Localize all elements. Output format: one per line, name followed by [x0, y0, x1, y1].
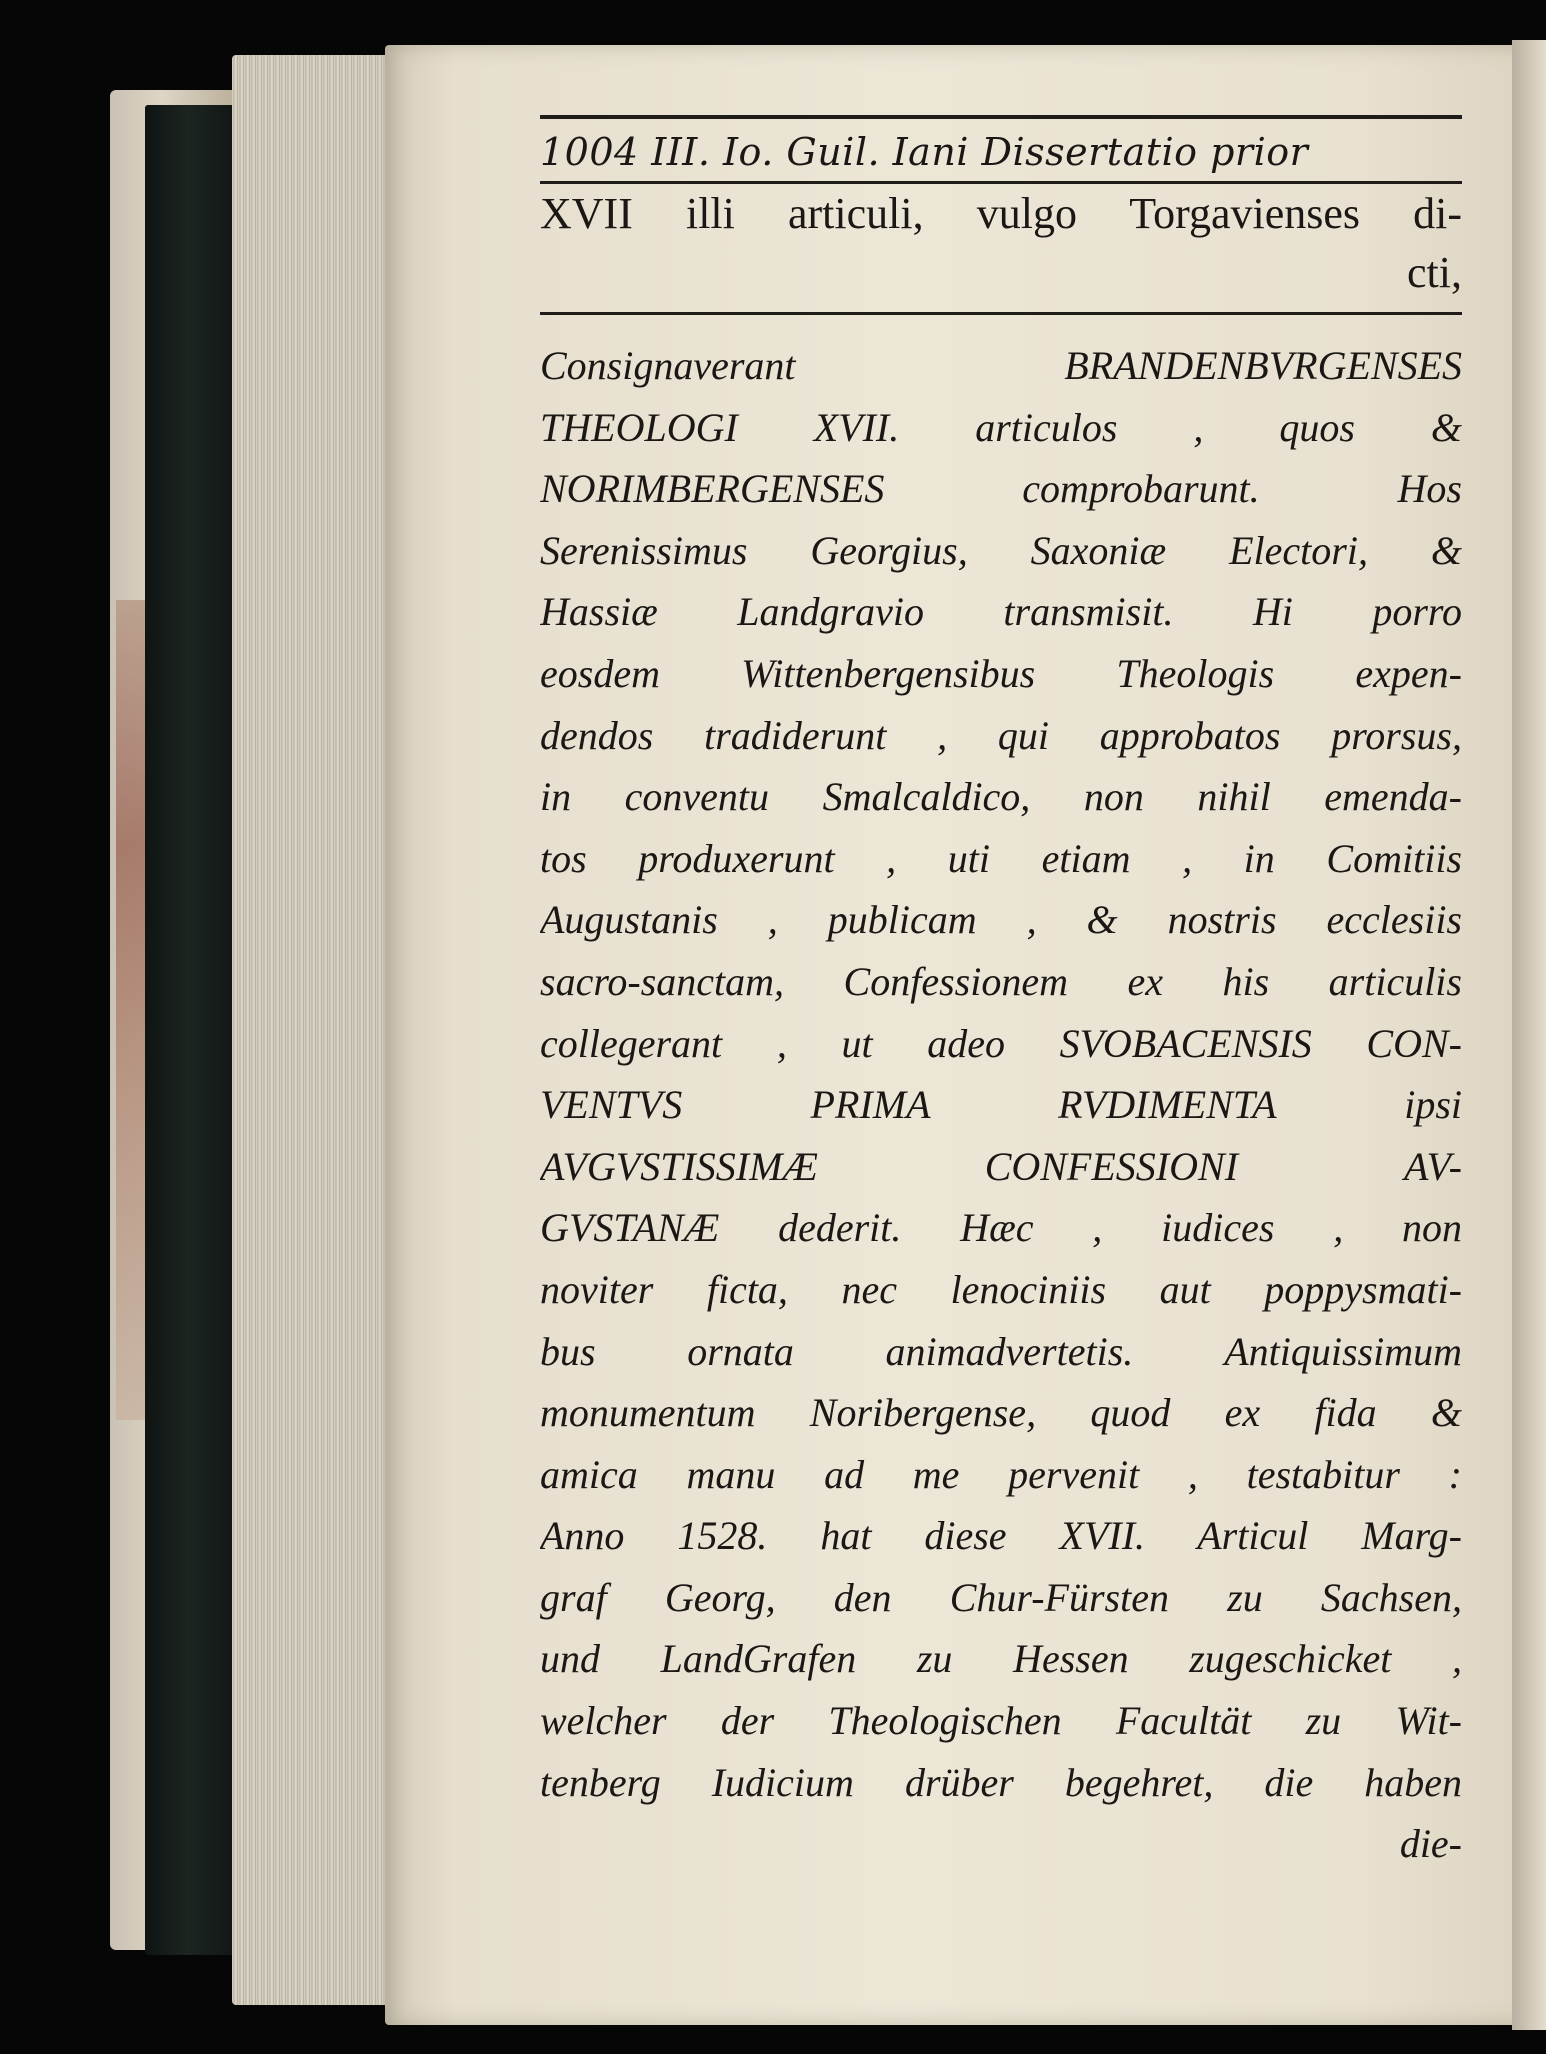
body-line: welcher der Theologischen Facultät zu Wit- — [540, 1698, 1462, 1744]
body-line: graf Georg, den Chur-Fürsten zu Sachsen, — [540, 1574, 1462, 1620]
body-line: collegerant , ut adeo SVOBACENSIS CON- — [540, 1020, 1462, 1066]
body-line: eosdem Wittenbergensibus Theologis expen- — [540, 650, 1462, 696]
body-line: NORIMBERGENSES comprobarunt. Hos — [540, 466, 1462, 512]
facing-page-edge — [1512, 40, 1546, 2030]
running-head: 1004 III. Io. Guil. Iani Dissertatio prior — [540, 130, 1309, 174]
body-line: Anno 1528. hat diese XVII. Articul Marg- — [540, 1513, 1462, 1559]
body-line: THEOLOGI XVII. articulos , quos & — [540, 404, 1462, 450]
body-line: Serenissimus Georgius, Saxoniæ Electori, & — [540, 527, 1462, 573]
body-line: dendos tradiderunt , qui approbatos prorsus, — [540, 712, 1462, 758]
body-line: in conventu Smalcaldico, non nihil emenda- — [540, 774, 1462, 820]
body-line: und LandGrafen zu Hessen zugeschicket , — [540, 1636, 1462, 1682]
book-cover-board — [145, 105, 240, 1955]
body-line: Consignaverant BRANDENBVRGENSES — [540, 343, 1462, 388]
body-line: bus ornata animadvertetis. Antiquissimum — [540, 1328, 1462, 1374]
body-line: tos produxerunt , uti etiam , in Comitiis — [540, 835, 1462, 881]
body-line: noviter ficta, nec lenociniis aut poppysmati- — [540, 1266, 1462, 1312]
body-line: sacro-sanctam, Confessionem ex his articulis — [540, 958, 1462, 1004]
section-title-line-1: XVII illi articuli, vulgo Torgavienses di- — [540, 189, 1462, 238]
section-title-line-2: cti, — [1407, 248, 1462, 297]
body-line: AVGVSTISSIMÆ CONFESSIONI AV- — [540, 1143, 1462, 1189]
body-line: tenberg Iudicium drüber begehret, die haben — [540, 1759, 1462, 1805]
body-line: GVSTANÆ dederit. Hæc , iudices , non — [540, 1205, 1462, 1251]
top-rule — [540, 115, 1462, 119]
body-line: Augustanis , publicam , & nostris ecclesiis — [540, 897, 1462, 943]
body-line: amica manu ad me pervenit , testabitur : — [540, 1451, 1462, 1497]
title-rule — [540, 312, 1462, 315]
page-text — [540, 115, 1462, 1875]
body-line: monumentum Noribergense, quod ex fida & — [540, 1390, 1462, 1436]
page-edges — [232, 55, 407, 2005]
body-line: VENTVS PRIMA RVDIMENTA ipsi — [540, 1082, 1462, 1128]
catchword: die- — [1399, 1821, 1462, 1867]
body-line: Hassiæ Landgravio transmisit. Hi porro — [540, 589, 1462, 635]
